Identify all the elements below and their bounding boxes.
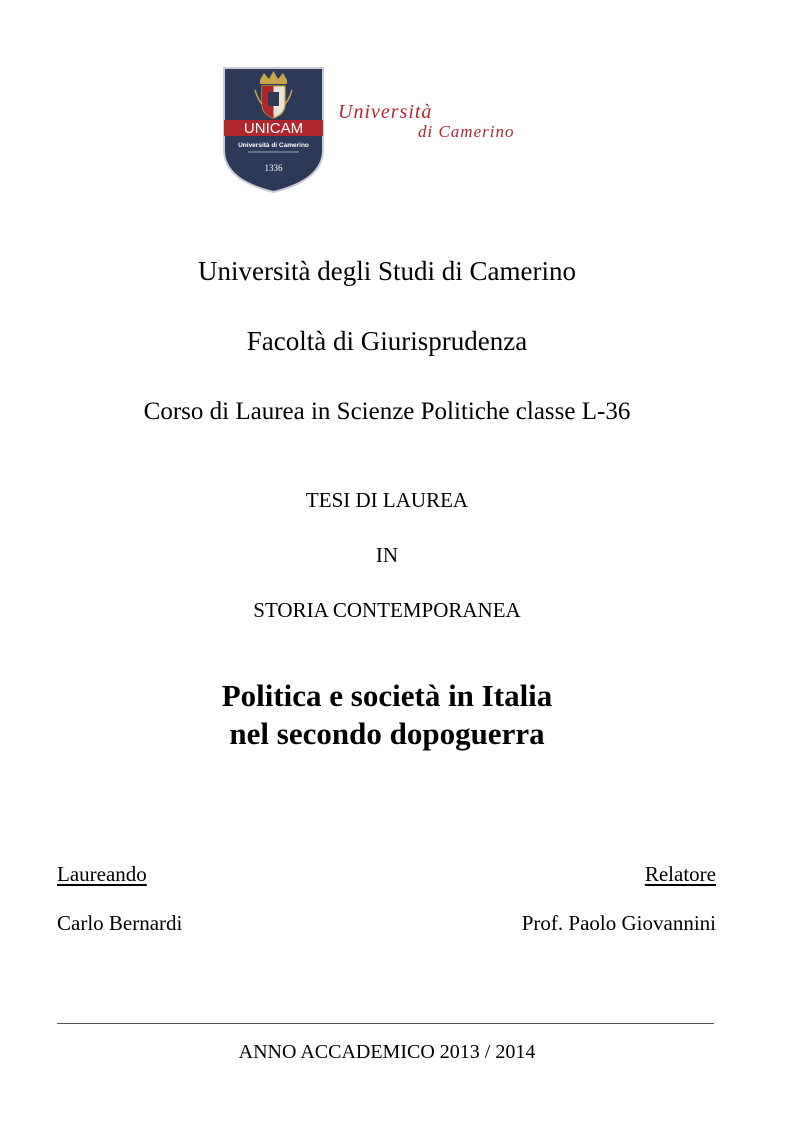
wordmark-line-2: di Camerino [418, 122, 515, 141]
footer-divider [57, 1023, 714, 1024]
shield-title-text: UNICAM [243, 120, 304, 137]
thesis-type: TESI DI LAUREA [305, 488, 469, 512]
thesis-subject: STORIA CONTEMPORANEA [253, 598, 521, 622]
candidate-label: Laureando [57, 862, 147, 886]
thesis-title-line-2: nel secondo dopoguerra [229, 716, 545, 751]
supervisor-name: Prof. Paolo Giovannini [521, 911, 716, 935]
thesis-title-line-1: Politica e società in Italia [221, 678, 553, 713]
supervisor-label: Relatore [644, 862, 716, 886]
shield-year-text: 1336 [264, 163, 283, 173]
academic-year: ANNO ACCADEMICO 2013 / 2014 [238, 1041, 536, 1063]
course-name: Corso di Laurea in Scienze Politiche classe L-36 [143, 398, 631, 425]
shield-subtitle-text: Università di Camerino [238, 142, 309, 149]
university-wordmark-logo [338, 102, 548, 142]
unicam-shield-logo [222, 66, 325, 194]
wordmark-line-1: Università [338, 102, 433, 123]
university-name: Università degli Studi di Camerino [198, 256, 576, 286]
faculty-name: Facoltà di Giurisprudenza [246, 326, 528, 356]
thesis-preposition: IN [375, 543, 399, 567]
candidate-name: Carlo Bernardi [57, 911, 183, 935]
